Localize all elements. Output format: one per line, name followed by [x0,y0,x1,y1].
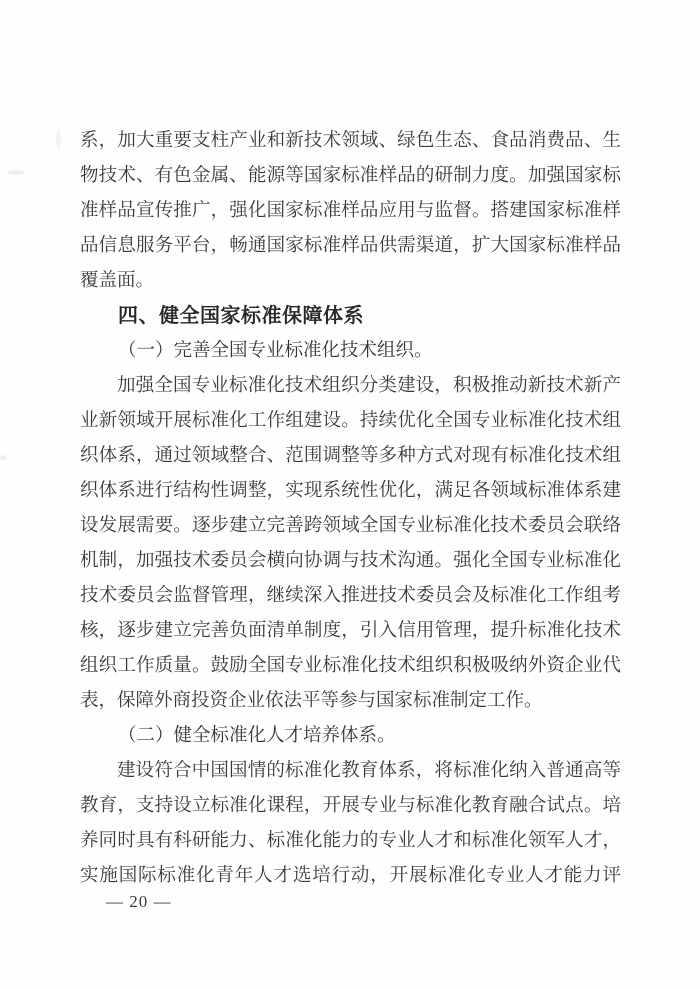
subsection-heading: （一）完善全国专业标准化技术组织。 [118,341,433,361]
section-heading: 四、健全国家标准保障体系 [118,305,364,327]
paragraph-last-line: 表，保障外商投资企业依法平等参与国家标准制定工作。 [80,691,543,711]
body-line: 织体系，通过领域整合、范围调整等多种方式对现有标准化技术组 [80,446,621,466]
paragraph-first-line: 加强全国专业标准化技术组织分类建设，积极推动新技术新产 [117,376,621,396]
page-number: — 20 — [106,892,172,911]
body-line: 准样品宣传推广，强化国家标准样品应用与监督。搭建国家标准样 [80,201,621,221]
body-line: 物技术、有色金属、能源等国家标准样品的研制力度。加强国家标 [80,166,621,186]
body-line: 教育，支持设立标准化课程，开展专业与标准化教育融合试点。培 [80,796,621,816]
scan-artifact [8,170,24,175]
scan-artifact [56,130,61,148]
body-line: 系，加大重要支柱产业和新技术领域、绿色生态、食品消费品、生 [80,131,621,151]
paragraph-first-line: 建设符合中国国情的标准化教育体系，将标准化纳入普通高等 [117,761,621,781]
body-line: 设发展需要。逐步建立完善跨领域全国专业标准化技术委员会联络 [80,516,621,536]
body-line: 业新领域开展标准化工作组建设。持续优化全国专业标准化技术组 [80,411,621,431]
body-line: 养同时具有科研能力、标准化能力的专业人才和标准化领军人才， [80,831,621,851]
body-line: 组织工作质量。鼓励全国专业标准化技术组织积极吸纳外资企业代 [80,656,621,676]
document-text-block [80,124,621,894]
body-line: 品信息服务平台，畅通国家标准样品供需渠道，扩大国家标准样品 [80,236,621,256]
body-line: 技术委员会监督管理，继续深入推进技术委员会及标准化工作组考 [80,586,621,606]
paragraph-last-line: 覆盖面。 [80,271,155,291]
scan-artifact [0,455,7,460]
body-line: 核，逐步建立完善负面清单制度，引入信用管理，提升标准化技术 [80,621,621,641]
subsection-heading: （二）健全标准化人才培养体系。 [118,726,396,746]
body-line: 机制，加强技术委员会横向协调与技术沟通。强化全国专业标准化 [80,551,621,571]
body-line: 织体系进行结构性调整，实现系统性优化，满足各领域标准体系建 [80,481,621,501]
body-line: 实施国际标准化青年人才选培行动，开展标准化专业人才能力评 [80,866,621,886]
